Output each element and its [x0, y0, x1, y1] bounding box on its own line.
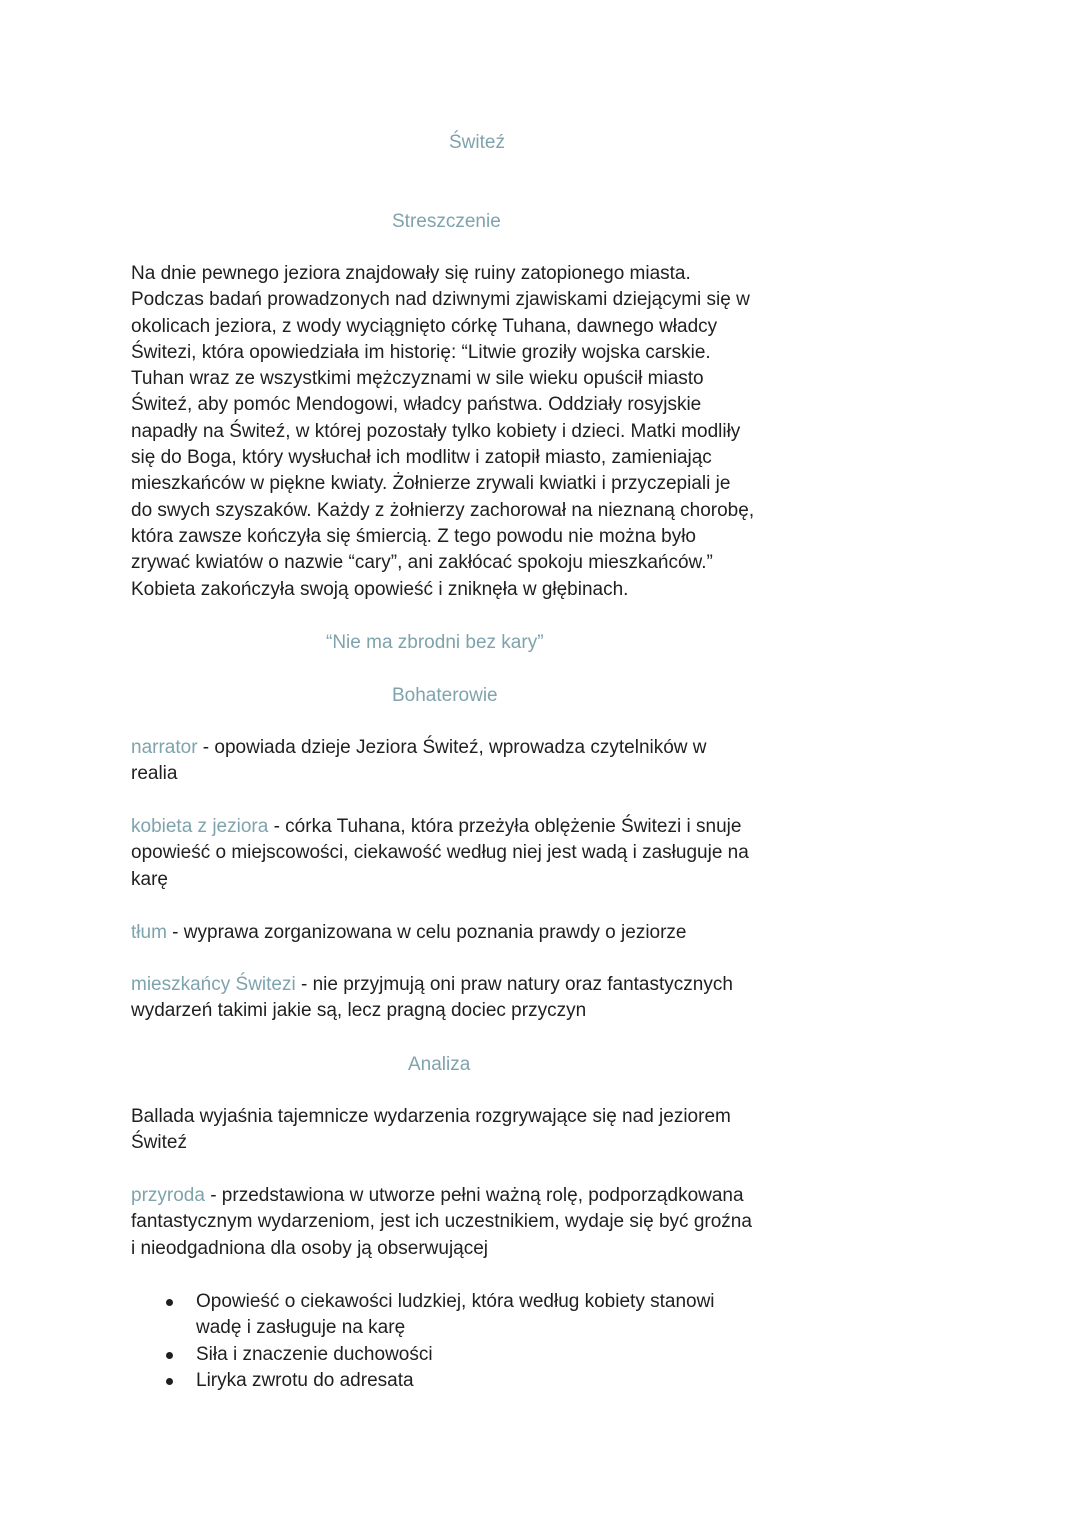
character-term: tłum [131, 922, 167, 943]
summary-line: Na dnie pewnego jeziora znajdowały się ruiny zatopionego miasta. [131, 263, 691, 284]
summary-paragraph [131, 261, 811, 603]
character-term: narrator [131, 737, 198, 758]
list-item-text: Opowieść o ciekawości ludzkiej, która według kobiety stanowi [196, 1291, 715, 1312]
character-description: wydarzeń takimi jakie są, lecz pragną dociec przyczyn [131, 1000, 587, 1022]
analysis-line: Świteź [131, 1132, 187, 1154]
summary-line: napadły na Świteź, w której pozostały tylko kobiety i dzieci. Matki modliły [131, 420, 741, 442]
summary-line: się do Boga, który wysłuchał ich modlitw i zatopił miasto, zamieniając [131, 447, 712, 469]
bullet-icon [166, 1378, 173, 1385]
analysis-line: Ballada wyjaśnia tajemnicze wydarzenia rozgrywające się nad jeziorem [131, 1106, 731, 1127]
summary-line: zrywać kwiatów o nazwie “cary”, ani zakłócać spokoju mieszkańców.” [131, 552, 713, 574]
motto: “Nie ma zbrodni bez kary” [326, 632, 544, 653]
summary-line: mieszkańców w piękne kwiaty. Żołnierze zrywali kwiatki i przyczepiali je [131, 473, 731, 495]
summary-line: Świtezi, która opowiedziała im historię: “Litwie groziły wojska carskie. [131, 341, 711, 363]
character-description: - nie przyjmują oni praw natury oraz fantastycznych [295, 974, 733, 995]
nature-description: fantastycznym wydarzeniom, jest ich uczestnikiem, wydaje się być groźna [131, 1211, 752, 1233]
summary-line: Kobieta zakończyła swoją opowieść i zniknęła w głębinach. [131, 578, 629, 600]
nature-description: - przedstawiona w utworze pełni ważną rolę, podporządkowana [204, 1185, 744, 1206]
list-item [131, 1289, 811, 1342]
summary-line: do swych szyszaków. Każdy z żołnierzy zachorował na nieznaną chorobę, [131, 499, 755, 521]
document-title: Świteź [449, 132, 505, 153]
character-entry-residents [131, 972, 811, 1025]
nature-description: i nieodgadniona dla osoby ją obserwującej [131, 1237, 489, 1259]
list-item-text: wadę i zasługuje na karę [196, 1317, 406, 1339]
nature-entry [131, 1183, 811, 1262]
character-entry-narrator [131, 735, 811, 788]
summary-line: Tuhan wraz ze wszystkimi mężczyznami w sile wieku opuścił miasto [131, 368, 704, 390]
bullet-icon [166, 1352, 173, 1359]
summary-line: która zawsze kończyła się śmiercią. Z tego powodu nie można było [131, 525, 696, 547]
character-description: karę [131, 868, 168, 890]
characters-heading: Bohaterowie [392, 685, 498, 706]
list-item-text: Liryka zwrotu do adresata [196, 1369, 414, 1391]
summary-line: okolicach jeziora, z wody wyciągnięto córkę Tuhana, dawnego władcy [131, 315, 718, 337]
character-term: kobieta z jeziora [131, 816, 269, 837]
list-item [131, 1342, 811, 1368]
analysis-intro [131, 1104, 811, 1157]
analysis-heading: Analiza [408, 1054, 471, 1075]
character-entry-crowd [131, 920, 811, 946]
character-description: - córka Tuhana, która przeżyła oblężenie Świtezi i snuje [268, 816, 742, 837]
character-description: - opowiada dzieje Jeziora Świteź, wprowadza czytelników w [197, 737, 707, 758]
list-item-text: Siła i znaczenie duchowości [196, 1343, 433, 1365]
character-description: opowieść o miejscowości, ciekawość według niej jest wadą i zasługuje na [131, 842, 749, 864]
list-item [131, 1368, 811, 1394]
bullet-icon [166, 1299, 173, 1306]
character-entry-woman [131, 814, 811, 893]
character-description: realia [131, 763, 178, 785]
summary-line: Świteź, aby pomóc Mendogowi, władcy państwa. Oddziały rosyjskie [131, 394, 702, 416]
summary-line: Podczas badań prowadzonych nad dziwnymi zjawiskami dziejącymi się w [131, 289, 750, 311]
theme-list [131, 1289, 811, 1394]
summary-heading: Streszczenie [392, 211, 501, 232]
nature-term: przyroda [131, 1185, 205, 1206]
character-term: mieszkańcy Świtezi [131, 974, 296, 995]
character-description: - wyprawa zorganizowana w celu poznania prawdy o jeziorze [166, 922, 687, 943]
